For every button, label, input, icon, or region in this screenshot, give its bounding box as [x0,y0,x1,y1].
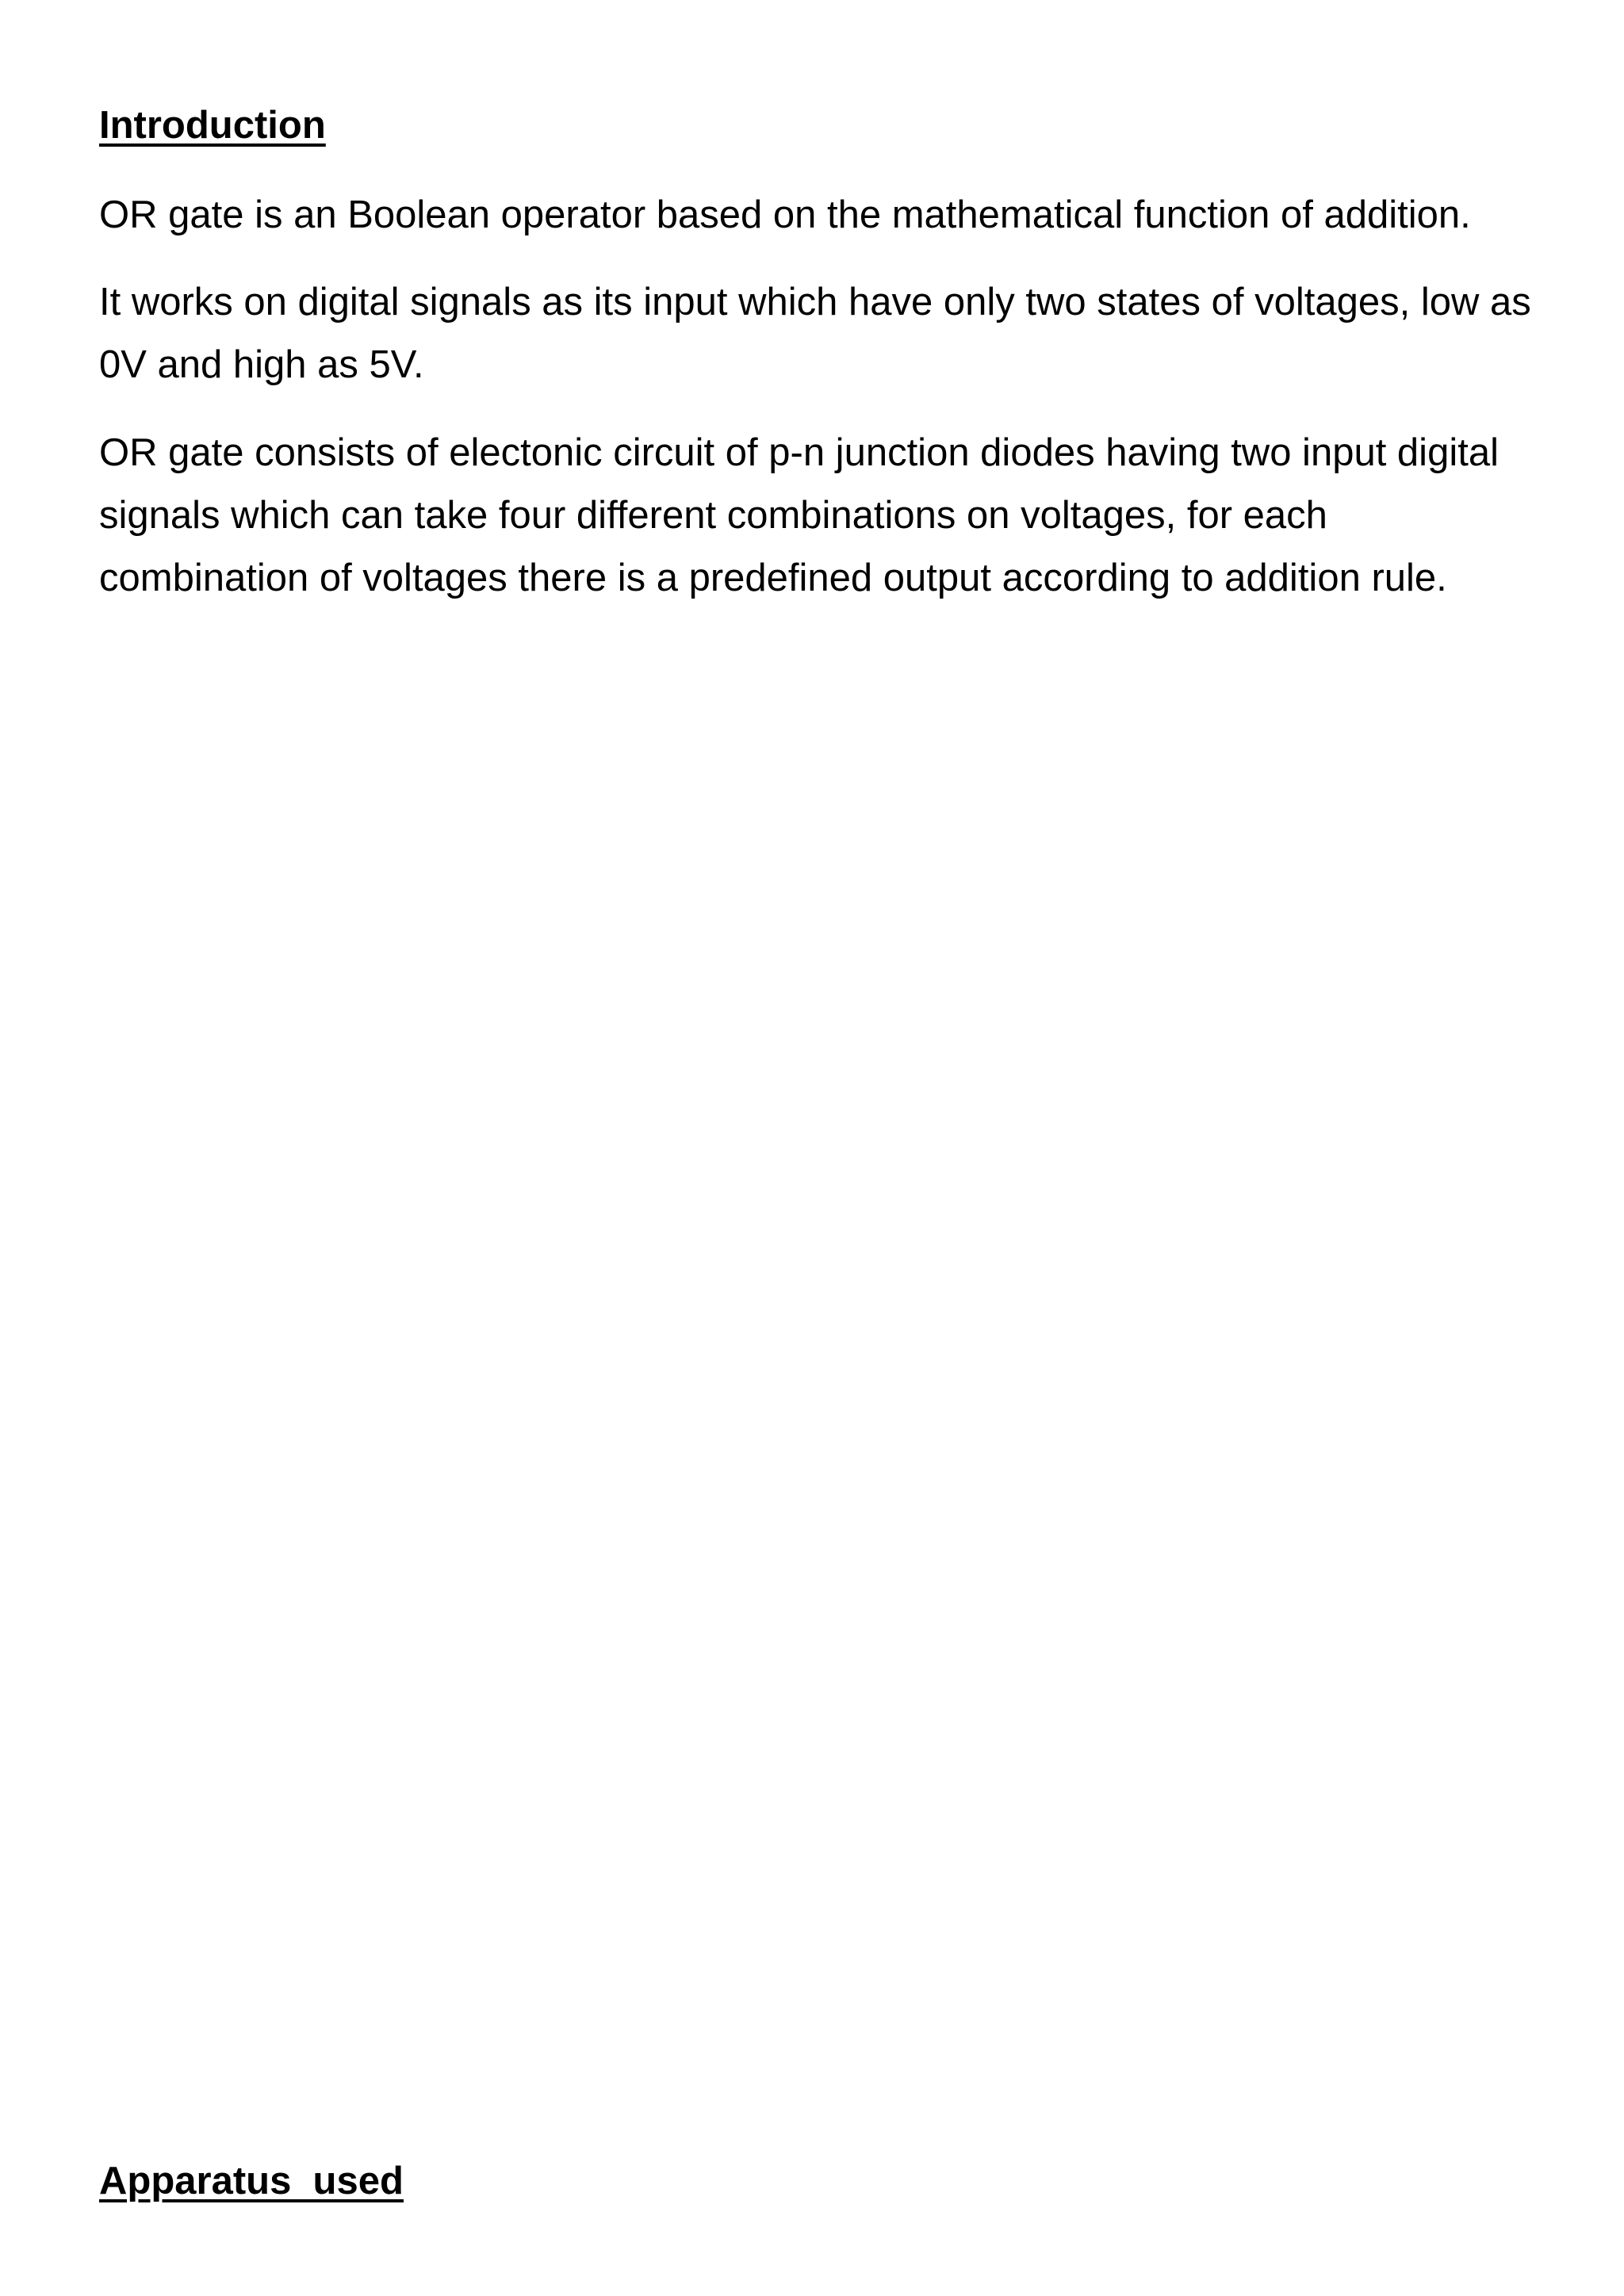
apparatus-used-heading: Apparatus used [99,2160,404,2202]
paragraph-digital-signals: It works on digital signals as its input which have only two states of voltages, low as 0V and high as 5V. [99,281,1531,386]
paragraph-or-gate-definition: OR gate is an Boolean operator based on the mathematical function of addition. [99,193,1471,236]
introduction-heading: Introduction [99,104,326,147]
paragraph-circuit-description: OR gate consists of electonic circuit of p-n junction diodes having two input digital signals which can take four different combinations on voltages, for each combination of voltages there is a predefined output according to addition rule. [99,431,1499,599]
